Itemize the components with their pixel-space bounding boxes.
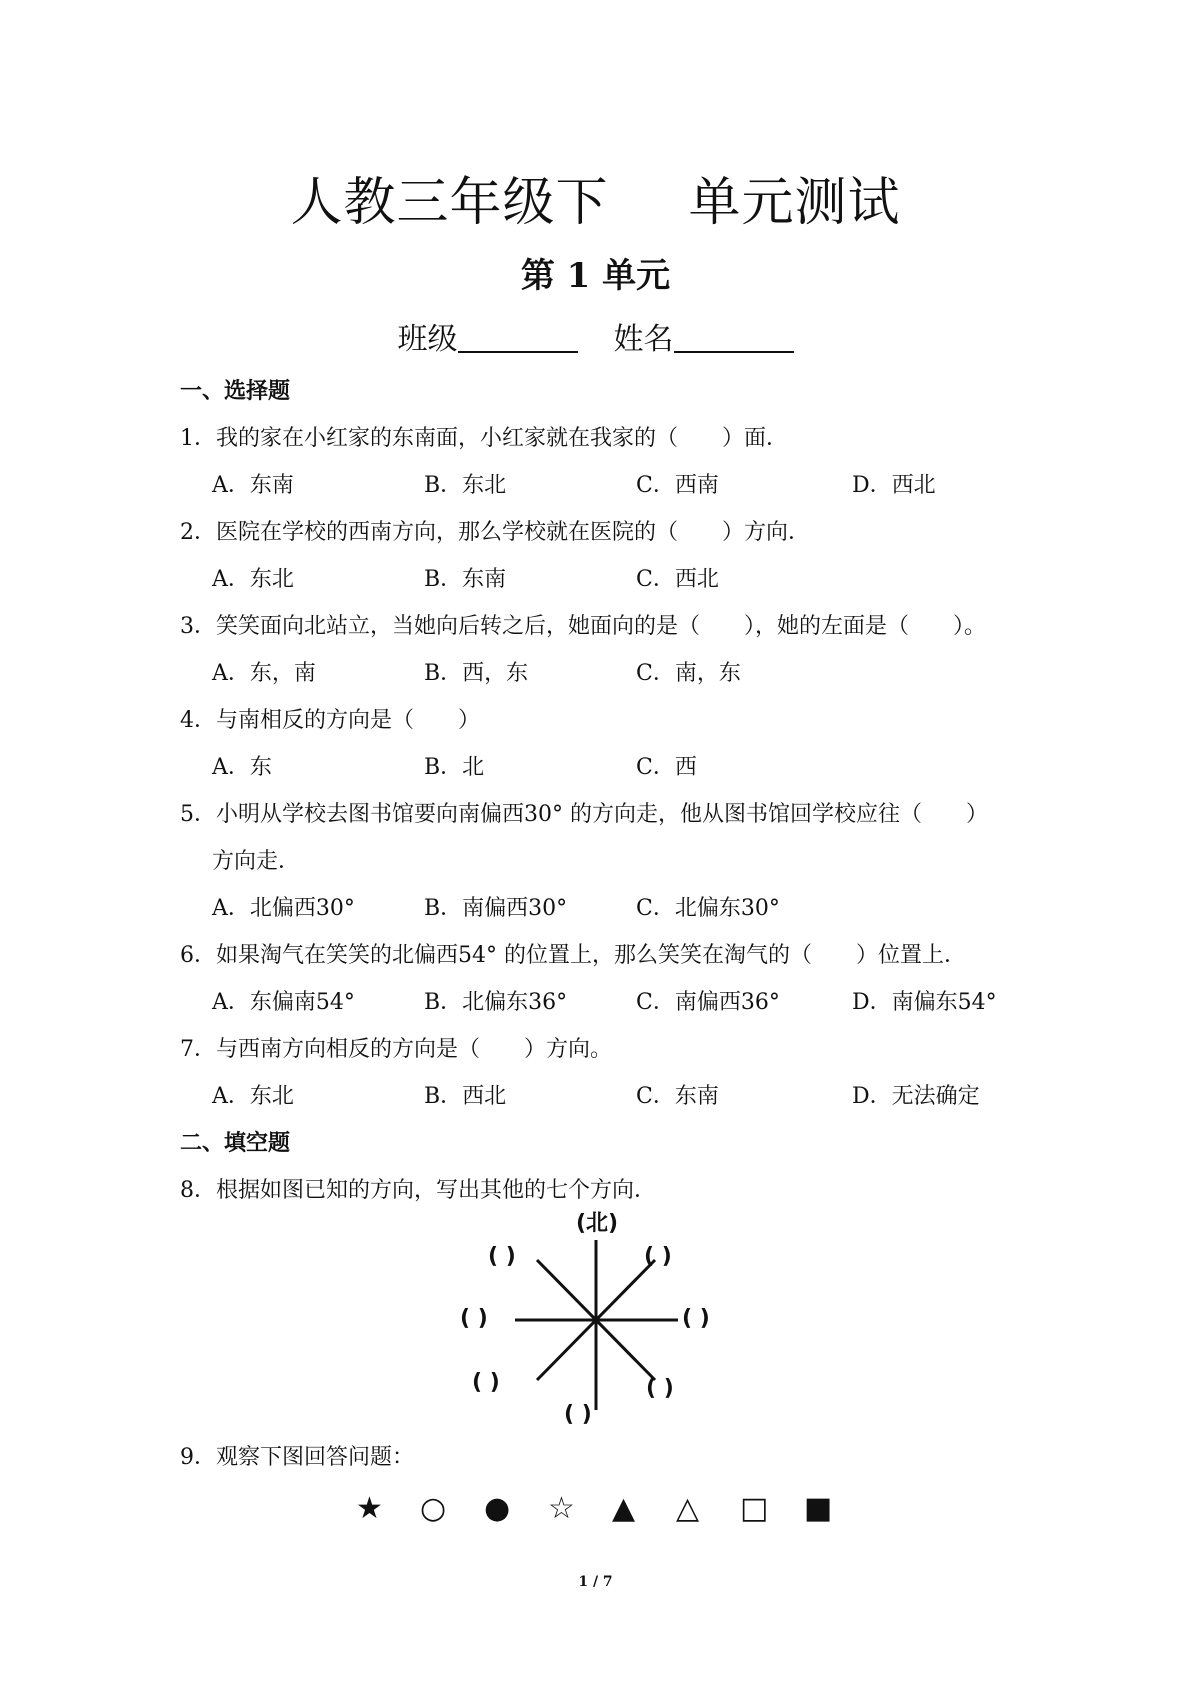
question-2: 2．医院在学校的西南方向，那么学校就在医院的（ ）方向． [180,520,810,545]
compass-south-blank: ( ) [564,1402,592,1427]
question-1-option-d: D．西北 [852,473,936,498]
class-label: 班级 [397,322,458,357]
compass-north-label: (北) [576,1211,619,1236]
question-6-option-d: D．南偏东54° [852,990,997,1015]
question-5-option-a: A．北偏西30° [212,896,355,921]
question-5-option-c: C．北偏东30° [636,896,780,921]
question-7-option-d: D．无法确定 [852,1084,980,1109]
name-blank [674,351,794,353]
section-heading-fill: 二、填空题 [180,1130,291,1156]
class-blank [458,351,578,353]
title-part2: 单元测试 [688,173,901,233]
white-star-icon: ☆ [548,1491,575,1526]
question-9: 9．观察下图回答问题： [180,1445,414,1470]
question-5: 5．小明从学校去图书馆要向南偏西30° 的方向走，他从图书馆回学校应往（ ） [180,802,988,827]
compass-se-blank: ( ) [646,1376,674,1401]
name-label: 姓名 [613,322,674,357]
page-number: 1 / 7 [578,1574,613,1590]
compass-nw-blank: ( ) [488,1244,516,1269]
class-name-line [0,314,1191,358]
black-star-icon: ★ [356,1491,383,1526]
compass-east-blank: ( ) [682,1306,710,1331]
black-circle-icon: ● [484,1491,511,1526]
compass-west-blank: ( ) [460,1306,488,1331]
question-7-option-b: B．西北 [424,1084,507,1109]
question-7-option-c: C．东南 [636,1084,719,1109]
section-heading-choice: 一、选择题 [180,378,291,404]
question-2-option-c: C．西北 [636,567,719,592]
compass-ne-blank: ( ) [644,1244,672,1269]
question-3-option-a: A．东，南 [212,661,316,686]
question-4-option-b: B．北 [424,755,485,780]
white-circle-icon: ○ [420,1491,447,1526]
white-triangle-icon: △ [676,1491,700,1526]
black-square-icon: ■ [804,1491,833,1526]
unit-heading: 第 1 单元 [520,256,671,296]
question-1: 1．我的家在小红家的东南面，小红家就在我家的（ ）面． [180,426,788,451]
question-4-option-c: C．西 [636,755,697,780]
question-7-option-a: A．东北 [212,1084,294,1109]
question-1-option-c: C．西南 [636,473,719,498]
title-part1: 人教三年级下 [290,173,609,233]
black-triangle-icon: ▲ [612,1491,636,1526]
question-6-option-b: B．北偏东36° [424,990,568,1015]
question-2-option-b: B．东南 [424,567,507,592]
question-7: 7．与西南方向相反的方向是（ ）方向。 [180,1037,612,1062]
question-3-option-b: B．西，东 [424,661,529,686]
question-1-option-a: A．东南 [212,473,294,498]
question-6-option-c: C．南偏西36° [636,990,780,1015]
question-6: 6．如果淘气在笑笑的北偏西54° 的位置上，那么笑笑在淘气的（ ）位置上． [180,943,966,968]
question-6-option-a: A．东偏南54° [212,990,355,1015]
question-2-option-a: A．东北 [212,567,294,592]
question-3-option-c: C．南，东 [636,661,741,686]
compass-diagram [450,1210,750,1430]
white-square-icon: □ [740,1491,769,1526]
compass-sw-blank: ( ) [472,1370,500,1395]
question-1-option-b: B．东北 [424,473,507,498]
shapes-row [356,1491,836,1530]
question-4-option-a: A．东 [212,755,272,780]
question-8: 8．根据如图已知的方向，写出其他的七个方向． [180,1178,656,1203]
question-5-continued: 方向走． [212,849,301,874]
page-title [0,160,1191,235]
question-4: 4．与南相反的方向是（ ） [180,708,480,733]
question-3: 3．笑笑面向北站立，当她向后转之后，她面向的是（ ），她的左面是（ ）。 [180,614,986,639]
question-5-option-b: B．南偏西30° [424,896,568,921]
